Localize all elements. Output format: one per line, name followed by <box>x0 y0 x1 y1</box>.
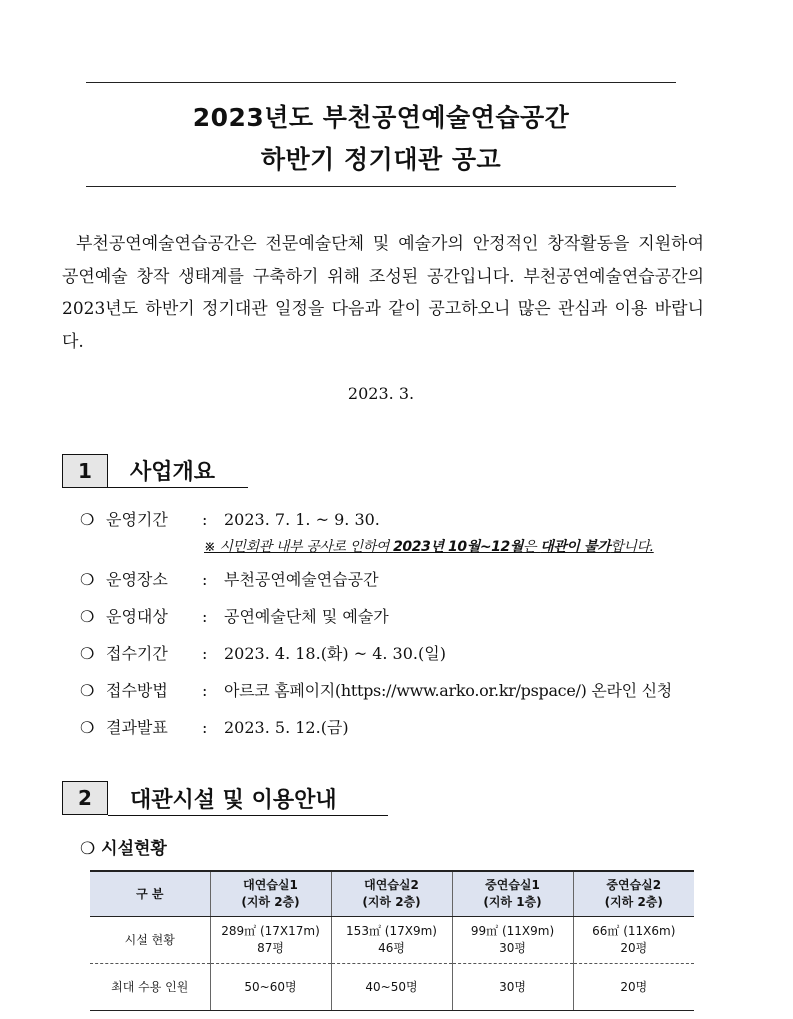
title-bottom-rule <box>86 186 676 187</box>
item-label: 접수방법 <box>106 681 168 700</box>
table-cell: 40~50명 <box>331 964 452 1011</box>
notice-emphasis: 대관이 불가 <box>540 539 611 555</box>
document-title-line2: 하반기 정기대관 공고 <box>260 145 502 174</box>
facility-status-heading: ❍ 시설현황 <box>80 839 167 859</box>
item-colon: : <box>202 681 208 700</box>
table-header-row <box>90 871 694 917</box>
header-cell: 대연습실2 (지하 2층) <box>331 871 452 917</box>
item-label: 결과발표 <box>106 718 168 737</box>
item-value: 아르코 홈페이지(https://www.arko.or.kr/pspace/) 온라인 신청 <box>224 681 672 700</box>
header-cell: 구 분 <box>90 871 210 917</box>
table-cell: 50~60명 <box>210 964 331 1011</box>
table-cell: 20명 <box>573 964 694 1011</box>
overview-item-application-period <box>80 641 446 664</box>
item-value: 2023. 5. 12.(금) <box>224 718 349 737</box>
bullet-icon: ❍ <box>80 681 95 700</box>
notice-text: 은 <box>522 539 541 555</box>
table-row <box>90 917 694 964</box>
table-cell: 289㎡ (17X17m) 87평 <box>210 917 331 964</box>
facility-table <box>90 870 694 1011</box>
section2-title: 대관시설 및 이용안내 <box>130 788 337 813</box>
overview-item-announcement <box>80 715 349 738</box>
item-value: 부천공연예술연습공간 <box>224 570 379 589</box>
item-label: 운영기간 <box>106 510 168 529</box>
item-label: 접수기간 <box>106 644 168 663</box>
intro-paragraph: 부천공연예술연습공간은 전문예술단체 및 예술가의 안정적인 창작활동을 지원하여 공연예술 창작 생태계를 구축하기 위해 조성된 공간입니다. 부천공연예술연습공간의 2023년도 하반기 정기대관 일정을 다음과 같이 공고하오니 많은 관심과 이용 바랍니다. <box>62 234 704 352</box>
item-value: 2023. 7. 1. ~ 9. 30. <box>224 510 380 529</box>
header-cell: 중연습실1 (지하 1층) <box>452 871 573 917</box>
header-cell: 중연습실2 (지하 2층) <box>573 871 694 917</box>
table-cell: 66㎡ (11X6m) 20평 <box>573 917 694 964</box>
item-value: 공연예술단체 및 예술가 <box>224 607 389 626</box>
item-colon: : <box>202 570 208 589</box>
table-row <box>90 964 694 1011</box>
table-cell: 153㎡ (17X9m) 46평 <box>331 917 452 964</box>
bullet-icon: ❍ <box>80 510 95 529</box>
item-label: 운영대상 <box>106 607 168 626</box>
announcement-date: 2023. 3. <box>347 384 415 403</box>
section2-number-box: 2 <box>62 781 108 815</box>
bullet-icon: ❍ <box>80 570 95 589</box>
row-label-cell: 최대 수용 인원 <box>90 964 210 1011</box>
overview-item-location <box>80 567 379 590</box>
row-label-cell: 시설 현황 <box>90 917 210 964</box>
table-cell: 99㎡ (11X9m) 30평 <box>452 917 573 964</box>
notice-emphasis: 2023년 10월~12월 <box>393 539 523 555</box>
item-label: 운영장소 <box>106 570 168 589</box>
item-colon: : <box>202 510 208 529</box>
item-colon: : <box>202 607 208 626</box>
header-cell: 대연습실1 (지하 2층) <box>210 871 331 917</box>
title-top-rule <box>86 82 676 83</box>
bullet-icon: ❍ <box>80 607 95 626</box>
closure-notice <box>204 536 654 556</box>
item-colon: : <box>202 644 208 663</box>
table-cell: 30명 <box>452 964 573 1011</box>
section1-underline <box>108 487 248 488</box>
bullet-icon: ❍ <box>80 718 95 737</box>
notice-text: 합니다. <box>610 539 654 555</box>
document-title-line1: 2023년도 부천공연예술연습공간 <box>192 103 570 132</box>
notice-text: ※ 시민회관 내부 공사로 인하여 <box>204 539 394 555</box>
overview-item-period <box>80 507 380 530</box>
item-value: 2023. 4. 18.(화) ~ 4. 30.(일) <box>224 644 446 663</box>
section2-underline <box>108 815 388 816</box>
section1-title: 사업개요 <box>130 460 216 485</box>
bullet-icon: ❍ <box>80 644 95 663</box>
overview-item-target <box>80 604 389 627</box>
overview-item-application-method <box>80 678 672 701</box>
item-colon: : <box>202 718 208 737</box>
section1-number-box: 1 <box>62 454 108 488</box>
